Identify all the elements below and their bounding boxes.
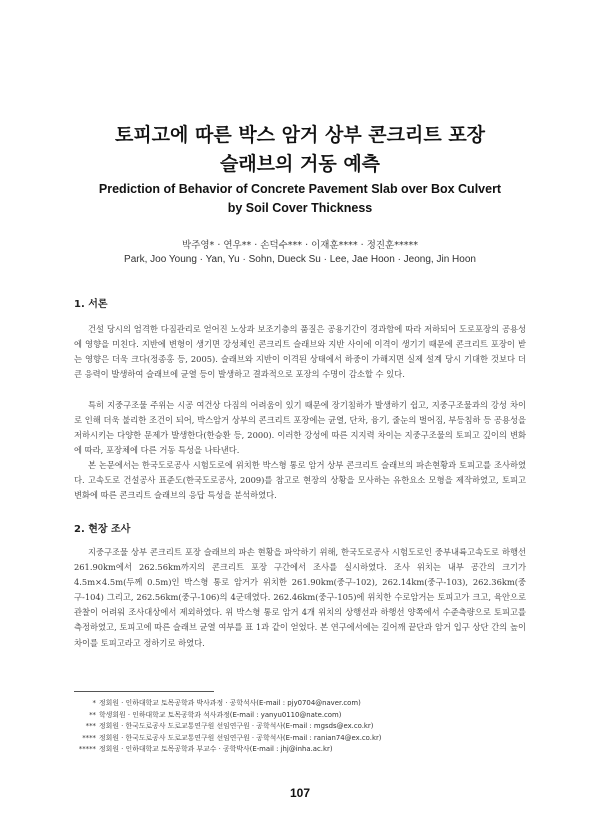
body-paragraph: 건설 당시의 엄격한 다짐관리로 얻어진 노상과 보조기층의 품질은 공용기간이 경과함에 따라 저하되어 도로포장의 공용성에 영향을 미친다. 지반에 변형이 생기면 강성체인 콘크리트 슬래브와 지반 사이에 이격이 생기기 때문에 콘크리트 포장이 받는 영향은 더욱 크다(정종홍 등, 2005). 슬래브와 지반이 이격된 상태에서 하중이 가해지면 실제 설계 당시 기대한 것보다 더 큰 응력이 발생하여 슬래브에 균열 등이 발생하고 결과적으로 포장의 수명이 감소할 수 있다. — [74, 324, 526, 380]
footnote — [74, 744, 534, 756]
footnote-divider — [74, 691, 214, 692]
footnote-text: 정회원 · 한국도로공사 도로교통연구원 선임연구원 · 공학석사(E-mail : ranian74@ex.co.kr) — [99, 733, 382, 742]
footnote-text: 학생회원 · 인하대학교 토목공학과 석사과정(E-mail : yanyu0110@nate.com) — [99, 710, 342, 719]
english-title-line-1: Prediction of Behavior of Concrete Pavement Slab over Box Culvert — [98, 182, 502, 196]
footnote — [74, 721, 534, 733]
footnote-mark: * — [92, 699, 96, 707]
footnote — [74, 698, 534, 710]
english-title-line-2: by Soil Cover Thickness — [227, 201, 373, 215]
section-heading-field-survey: 2. 현장 조사 — [74, 524, 131, 535]
body-paragraph: 지중구조물 상부 콘크리트 포장 슬래브의 파손 현황을 파악하기 위해, 한국도로공사 시험도로인 중부내륙고속도로 하행선 261.90km에서 262.56km까지의 콘크리트 포장 구간에서 조사를 실시하였다. 조사 위치는 내부 공간의 크기가 4.5m×4.5m(두께 0.5m)인 박스형 통로 암거가 위치한 261.90km(중구-102), 262.14km(중구-103), 262.36km(중구-104) 그리고, 262.56km(중구-106)의 4군데였다. 262.46km(중구-105)에 위치한 수로암거는 토피고가 크고, 육안으로 관찰이 어려워 조사대상에서 제외하였다. 위 박스형 통로 암거 4개 위치의 상행선과 하행선 양쪽에서 수준측량으로 토피고를 측정하였고, 토피고에 따른 슬래브 균열 여부를 표 1과 같이 얻었다. 본 연구에서에는 길어깨 끝단과 암거 입구 상단 간의 높이 차이를 토피고라고 정하기로 하였다. — [74, 547, 526, 648]
korean-title-line-1: 토피고에 따른 박스 암거 상부 콘크리트 포장 — [114, 124, 486, 146]
footnotes — [74, 698, 534, 756]
footnote-mark: **** — [82, 733, 96, 742]
footnote-text: 정회원 · 인하대학교 토목공학과 부교수 · 공학박사(E-mail : jhj@inha.ac.kr) — [99, 745, 333, 754]
body-paragraph: 본 논문에서는 한국도로공사 시험도로에 위치한 박스형 통로 암거 상부 콘크리트 슬래브의 파손현황과 토피고를 조사하였다. 고속도로 건설공사 표준도(한국도로공사, 2009)를 참고로 현장의 상황을 모사하는 유한요소 모형을 제작하였고, 토피고 변화에 따른 콘크리트 슬래브의 응답 특성을 분석하였다. — [74, 460, 526, 501]
authors-english: Park, Joo Young · Yan, Yu · Sohn, Dueck Su · Lee, Jae Hoon · Jeong, Jin Hoon — [124, 254, 476, 265]
footnote-mark: *** — [85, 722, 96, 731]
footnote — [74, 710, 534, 722]
korean-title-line-2: 슬래브의 거동 예측 — [219, 153, 381, 175]
authors-korean: 박주영* · 연우** · 손덕수*** · 이재훈**** · 정진훈***** — [182, 240, 418, 251]
body-paragraph: 특히 지중구조물 주위는 시공 여건상 다짐의 어려움이 있기 때문에 장기침하가 발생하기 쉽고, 지중구조물과의 강성 차이로 인해 더욱 불리한 조건이 되어, 박스암거 상부의 콘크리트 포장에는 균열, 단차, 융기, 줄눈의 벌어짐, 부등침하 등 공용성을 저하시키는 다양한 문제가 발생한다(한승환 등, 2000). 이러한 강성에 따른 지지력 차이는 지중구조물의 토피고 깊이의 변화에 따라, 포장체에 다른 거동 특성을 나타낸다. — [74, 400, 526, 456]
footnote — [74, 733, 534, 745]
page-number: 107 — [289, 786, 311, 800]
footnote-text: 정회원 · 인하대학교 토목공학과 박사과정 · 공학석사(E-mail : pjy0704@naver.com) — [99, 699, 361, 707]
footnote-mark: ***** — [78, 745, 96, 754]
footnote-mark: ** — [89, 710, 96, 719]
footnote-text: 정회원 · 한국도로공사 도로교통연구원 선임연구원 · 공학석사(E-mail : mgsds@ex.co.kr) — [99, 722, 374, 731]
section-heading-introduction: 1. 서론 — [74, 299, 108, 310]
